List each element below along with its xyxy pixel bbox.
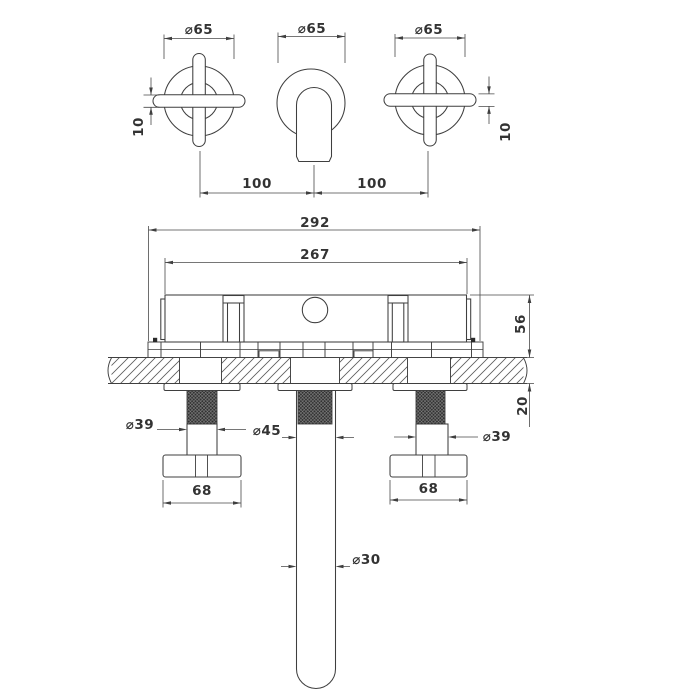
dim-spacing-right: 100 <box>357 176 387 192</box>
spout-side-view <box>297 391 336 689</box>
dim-spout-face-diameter: ⌀65 <box>297 20 327 37</box>
right-handle-front-view <box>384 54 476 146</box>
dim-right-stem-diameter: ⌀39 <box>482 428 512 445</box>
escutcheons <box>164 384 467 391</box>
dim-left-bar-thickness: 10 <box>131 117 147 137</box>
built-in-body <box>161 295 471 342</box>
spout-front-view <box>277 69 345 162</box>
dim-right-bar-thickness: 10 <box>498 122 514 142</box>
dim-left-stem-diameter: ⌀39 <box>125 416 155 433</box>
left-handle-front-view <box>153 54 245 147</box>
dim-body-depth: 56 <box>513 314 529 334</box>
dim-spout-stem-diameter: ⌀45 <box>252 423 282 439</box>
dim-spacing-left: 100 <box>242 176 272 192</box>
dim-right-handle-diameter: ⌀65 <box>414 22 444 38</box>
right-handle-side-view <box>390 391 467 478</box>
dim-spout-tube-diameter: ⌀30 <box>352 551 381 568</box>
dim-wall-thickness: 20 <box>515 396 531 416</box>
dim-body-width: 267 <box>300 247 330 263</box>
spout-knurl <box>298 391 332 425</box>
dim-right-handle-width: 68 <box>418 481 439 497</box>
wall-section <box>108 358 527 384</box>
left-knurl <box>187 391 217 425</box>
dim-overall-width: 292 <box>300 214 330 231</box>
left-handle-side-view <box>163 391 241 478</box>
right-knurl <box>416 391 445 425</box>
dim-left-handle-width: 68 <box>192 483 212 499</box>
dim-left-handle-diameter: ⌀65 <box>184 21 214 38</box>
